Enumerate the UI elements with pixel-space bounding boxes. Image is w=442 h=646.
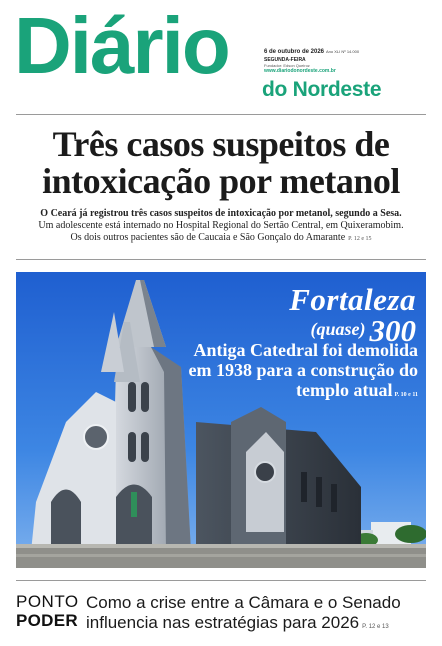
lead-deck bbox=[16, 208, 426, 245]
edition-date: 6 de outubro de 2026 bbox=[264, 49, 325, 55]
newspaper-logo[interactable]: Diário bbox=[14, 1, 229, 90]
edition-price: Ano XLI Nº 14.000 bbox=[326, 49, 360, 54]
tower-window bbox=[141, 432, 149, 462]
tower-window bbox=[128, 382, 136, 412]
bottom-headline-text: Como a crise entre a Câmara e o Senado influencia nas estratégias para 2026 bbox=[86, 593, 401, 632]
nave-window bbox=[316, 477, 322, 507]
lead-deck-line-2: Um adolescente está internado no Hospital Regional do Sertão Central, em Quixeramobim. bbox=[38, 220, 404, 231]
photo-page-ref: P. 10 e 11 bbox=[394, 392, 418, 398]
facade-rose-window bbox=[84, 425, 108, 449]
bottom-headline[interactable] bbox=[86, 593, 426, 637]
bottom-page-ref: P. 12 e 13 bbox=[362, 624, 389, 630]
photo-credit: FOTO: KID JÚNIOR bbox=[2, 512, 7, 548]
edition-info bbox=[264, 40, 424, 74]
fortaleza-300-kicker bbox=[289, 284, 416, 346]
photo-headline-text: Antiga Catedral foi demolida em 1938 para a construção do templo atual bbox=[188, 340, 418, 400]
edition-founder: Fundador: Edson Queiroz bbox=[264, 63, 310, 69]
edition-weekday: SEGUNDA-FEIRA bbox=[264, 57, 306, 64]
nave-window bbox=[331, 484, 337, 512]
masthead bbox=[14, 1, 428, 108]
kicker-line-2: (quase) bbox=[310, 319, 366, 339]
cathedral-photo[interactable] bbox=[16, 272, 426, 568]
section-tag-line-2: PODER bbox=[16, 611, 78, 630]
lead-deck-line-3-text: Os dois outros pacientes são de Caucaia e São Gonçalo do Amarante bbox=[70, 232, 346, 243]
tower-window bbox=[128, 432, 136, 462]
photo-headline[interactable] bbox=[178, 340, 418, 405]
step-edge bbox=[16, 544, 426, 548]
tree bbox=[395, 525, 426, 543]
entrance-arch bbox=[51, 490, 81, 553]
lead-headline[interactable]: Três casos suspeitos de intoxicação por metanol bbox=[42, 124, 400, 201]
rose-window bbox=[255, 462, 275, 482]
banner bbox=[131, 492, 137, 517]
lead-page-ref: P. 12 e 15 bbox=[348, 236, 372, 242]
section-tag-line-1: PONTO bbox=[16, 592, 79, 611]
step-edge bbox=[16, 554, 426, 557]
lead-deck-line-1: O Ceará já registrou três casos suspeitos de intoxicação por metanol, segundo a Sesa. bbox=[40, 208, 402, 219]
bottom-story[interactable] bbox=[16, 593, 426, 637]
lead-divider bbox=[16, 259, 426, 260]
tower-window bbox=[141, 382, 149, 412]
kicker-line-3: 300 bbox=[369, 313, 416, 348]
edition-url[interactable]: www.diariodonordeste.com.br bbox=[264, 67, 336, 74]
nave-window bbox=[301, 472, 307, 502]
bottom-divider bbox=[16, 580, 426, 581]
section-tag-ponto-poder bbox=[16, 593, 78, 629]
masthead-divider bbox=[16, 114, 426, 115]
kicker-line-1: Fortaleza bbox=[289, 282, 416, 317]
newspaper-logo-sub: do Nordeste bbox=[262, 78, 382, 101]
lead-deck-line-3 bbox=[16, 232, 426, 245]
